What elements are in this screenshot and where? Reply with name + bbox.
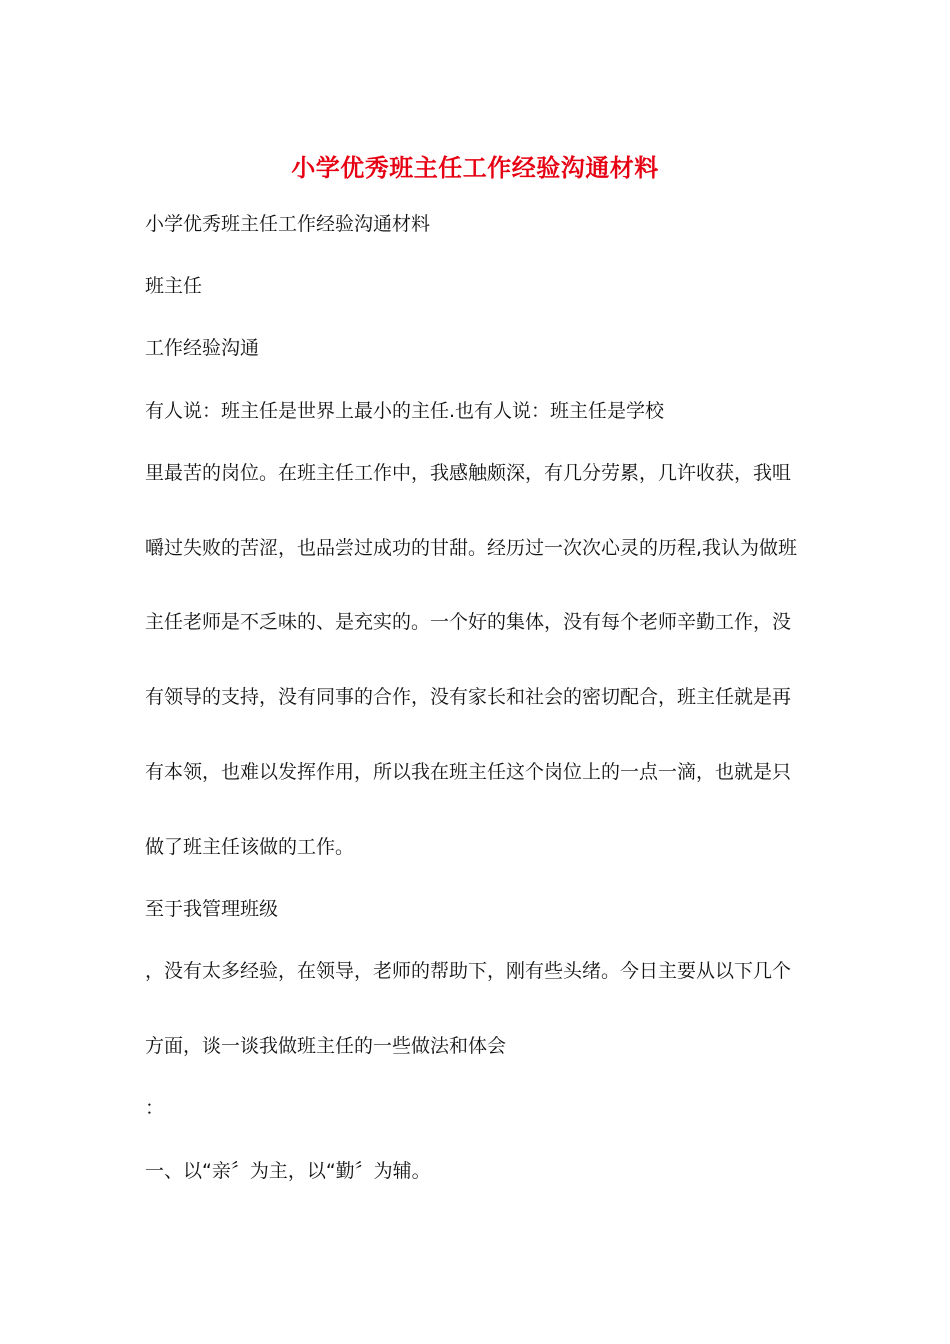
text-line-7: 主任老师是不乏味的、是充实的。一个好的集体，没有每个老师辛勤工作，没	[145, 611, 792, 633]
text-line-4: 有人说：班主任是世界上最小的主任.也有人说：班主任是学校	[145, 400, 665, 422]
text-line-15: 一、以“亲〞为主，以“勤〞为辅。	[145, 1160, 431, 1182]
text-line-13: 方面，谈一谈我做班主任的一些做法和体会	[145, 1035, 507, 1057]
text-line-9: 有本领，也难以发挥作用，所以我在班主任这个岗位上的一点一滴，也就是只	[145, 761, 792, 783]
text-line-5: 里最苦的岗位。在班主任工作中，我感触颇深，有几分劳累，几许收获，我咀	[145, 462, 792, 484]
document-title: 小学优秀班主任工作经验沟通材料	[291, 153, 659, 182]
text-line-11: 至于我管理班级	[145, 898, 279, 920]
text-line-6: 嚼过失败的苦涩，也品尝过成功的甘甜。经历过一次次心灵的历程,我认为做班	[145, 537, 798, 559]
text-line-12: ，没有太多经验，在领导，老师的帮助下，刚有些头绪。今日主要从以下几个	[145, 960, 792, 982]
text-line-1: 小学优秀班主任工作经验沟通材料	[145, 213, 431, 235]
text-line-2: 班主任	[145, 275, 203, 297]
text-line-10: 做了班主任该做的工作。	[145, 836, 355, 858]
text-line-3: 工作经验沟通	[145, 337, 260, 359]
text-line-8: 有领导的支持，没有同事的合作，没有家长和社会的密切配合，班主任就是再	[145, 686, 792, 708]
text-line-14: ：	[145, 1097, 165, 1119]
